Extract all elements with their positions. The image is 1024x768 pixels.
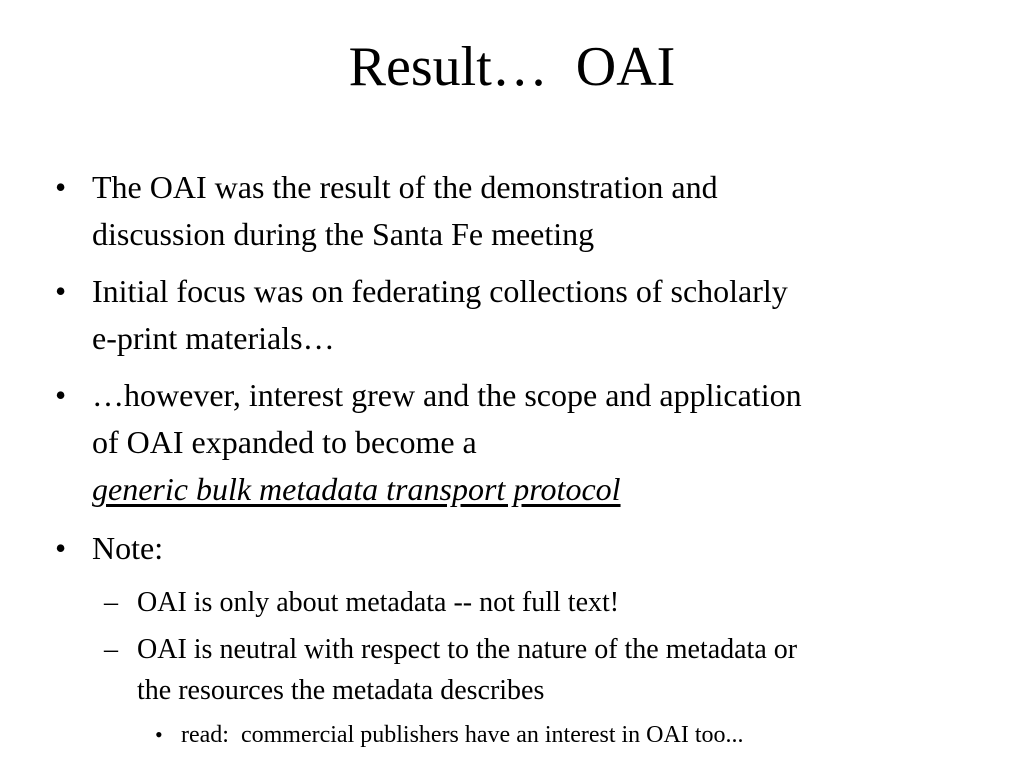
emphasized-phrase: generic bulk metadata transport protocol <box>92 471 621 507</box>
sub-bullet-line: OAI is neutral with respect to the nature of the metadata or <box>137 634 798 665</box>
sub-bullet-item-2 <box>104 629 997 711</box>
sub-sub-bullet-item-1 <box>155 718 1001 752</box>
sub-sub-bullet-marker: • <box>155 722 163 747</box>
slide-title: Result… OAI <box>348 36 676 98</box>
sub-bullet-text: OAI is only about metadata -- not full text! <box>137 587 620 618</box>
bullet-text: Note: <box>92 530 164 566</box>
bullet-line: Initial focus was on federating collections of scholarly <box>92 273 788 309</box>
sub-bullet-marker: – <box>104 634 118 665</box>
bullet-line: discussion during the Santa Fe meeting <box>92 216 595 252</box>
sub-bullet-item-1 <box>104 582 997 623</box>
bullet-marker: • <box>55 273 67 309</box>
bullet-line: of OAI expanded to become a <box>92 424 477 460</box>
bullet-item-4 <box>55 525 992 572</box>
sub-bullet-marker: – <box>104 587 118 618</box>
sub-bullet-line: the resources the metadata describes <box>137 675 545 706</box>
bullet-item-3 <box>55 372 1012 513</box>
bullet-item-2 <box>55 268 1012 362</box>
bullet-item-1 <box>55 164 992 258</box>
bullet-line: The OAI was the result of the demonstration and <box>92 169 718 205</box>
bullet-marker: • <box>55 169 67 205</box>
bullet-line: …however, interest grew and the scope and application <box>92 377 802 413</box>
bullet-line: e-print materials… <box>92 320 335 356</box>
bullet-marker: • <box>55 377 67 413</box>
bullet-marker: • <box>55 530 67 566</box>
sub-sub-bullet-text: read: commercial publishers have an interest in OAI too... <box>181 722 744 748</box>
